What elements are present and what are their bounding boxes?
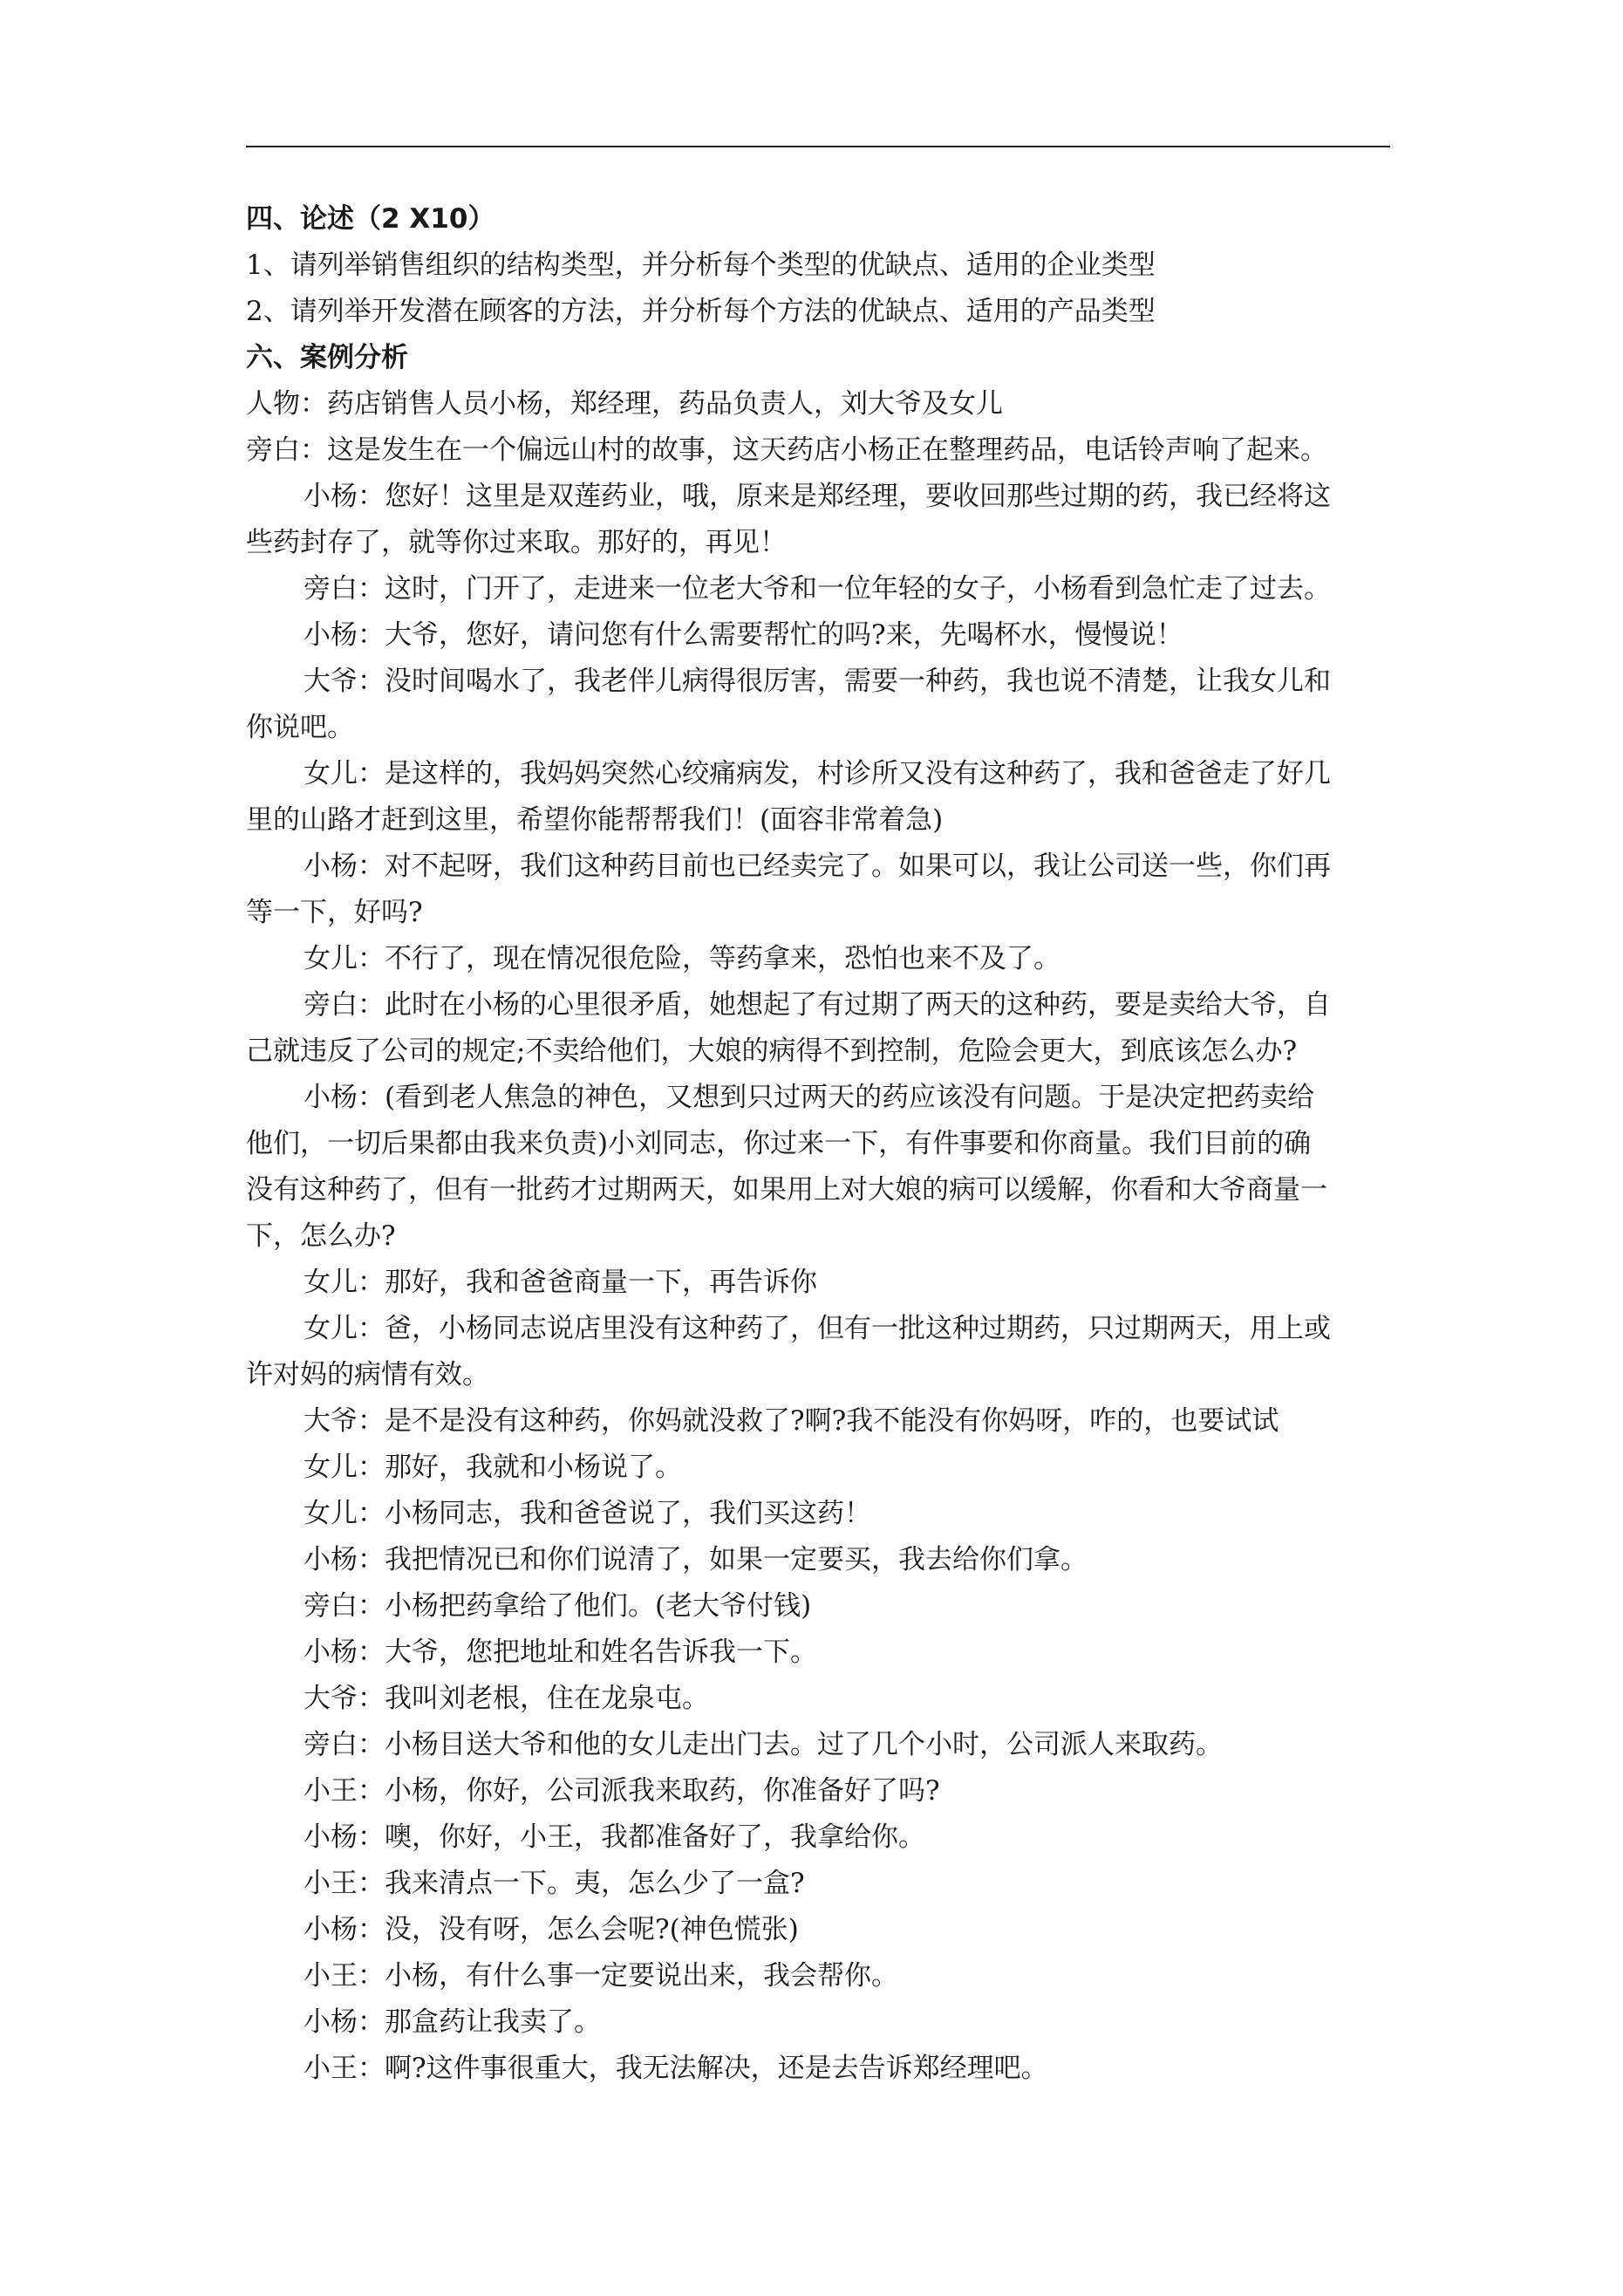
dialogue-line: 小杨：对不起呀，我们这种药目前也已经卖完了。如果可以，我让公司送一些，你们再 (303, 851, 1331, 882)
dialogue-line: 女儿：是这样的，我妈妈突然心绞痛病发，村诊所又没有这种药了，我和爸爸走了好几 (303, 758, 1331, 789)
dialogue-line: 大爷：我叫刘老根，住在龙泉屯。 (303, 1683, 709, 1714)
dialogue-line: 许对妈的病情有效。 (246, 1359, 489, 1391)
dialogue-line: 小杨：噢，你好，小王，我都准备好了，我拿给你。 (303, 1821, 925, 1853)
dialogue (246, 474, 1390, 2092)
dialogue-line: 旁白：小杨把药拿给了他们。(老大爷付钱) (303, 1590, 812, 1622)
dialogue-line: 小杨：我把情况已和你们说清了，如果一定要买，我去给你们拿。 (303, 1544, 1088, 1575)
dialogue-line: 没有这种药了，但有一批药才过期两天，如果用上对大娘的病可以缓解，你看和大爷商量一 (246, 1174, 1327, 1206)
dialogue-line: 你说吧。 (246, 712, 354, 743)
dialogue-line: 小杨：大爷，您好，请问您有什么需要帮忙的吗?来，先喝杯水，慢慢说！ (303, 619, 1183, 651)
dialogue-line: 小杨：(看到老人焦急的神色，又想到只过两天的药应该没有问题。于是决定把药卖给 (303, 1082, 1315, 1113)
section-4-title: 四、论述（2 X10） (246, 203, 495, 235)
dialogue-line: 等一下，好吗? (246, 897, 423, 928)
dialogue-line: 小王：我来清点一下。夷，怎么少了一盒? (303, 1868, 805, 1899)
dialogue-line: 小王：小杨，有什么事一定要说出来，我会帮你。 (303, 1960, 898, 1992)
dialogue-line: 下，怎么办? (246, 1220, 396, 1252)
dialogue-line: 大爷：没时间喝水了，我老伴儿病得很厉害，需要一种药，我也说不清楚，让我女儿和 (303, 666, 1331, 697)
dialogue-line: 己就违反了公司的规定;不卖给他们，大娘的病得不到控制，危险会更大，到底该怎么办? (246, 1035, 1298, 1067)
dialogue-line: 女儿：那好，我就和小杨说了。 (303, 1452, 682, 1483)
dialogue-line: 女儿：小杨同志，我和爸爸说了，我们买这药！ (303, 1498, 871, 1529)
dialogue-line: 他们，一切后果都由我来负责)小刘同志，你过来一下，有件事要和你商量。我们目前的确 (246, 1128, 1312, 1159)
dialogue-line: 些药封存了，就等你过来取。那好的，再见！ (246, 527, 787, 558)
dialogue-line: 里的山路才赶到这里，希望你能帮帮我们！(面容非常着急) (246, 804, 944, 836)
dialogue-line: 女儿：那好，我和爸爸商量一下，再告诉你 (303, 1267, 817, 1298)
dialogue-line: 小王：小杨，你好，公司派我来取药，你准备好了吗? (303, 1775, 940, 1807)
narration-intro: 旁白：这是发生在一个偏远山村的故事，这天药店小杨正在整理药品，电话铃声响了起来。 (246, 434, 1327, 466)
dialogue-line: 小杨：您好！这里是双莲药业，哦，原来是郑经理，要收回那些过期的药，我已经将这 (303, 481, 1331, 512)
dialogue-line: 旁白：此时在小杨的心里很矛盾，她想起了有过期了两天的这种药，要是卖给大爷，自 (303, 989, 1331, 1021)
dialogue-line: 小杨：没，没有呀，怎么会呢?(神色慌张) (303, 1914, 799, 1945)
dialogue-line: 小杨：那盒药让我卖了。 (303, 2006, 601, 2038)
dialogue-line: 旁白：这时，门开了，走进来一位老大爷和一位年轻的女子，小杨看到急忙走了过去。 (303, 573, 1331, 605)
question-2: 2、请列举开发潜在顾客的方法，并分析每个方法的优缺点、适用的产品类型 (246, 296, 1156, 327)
dialogue-line: 女儿：爸，小杨同志说店里没有这种药了，但有一批这种过期药，只过期两天，用上或 (303, 1313, 1331, 1344)
dialogue-line: 小王：啊?这件事很重大，我无法解决，还是去告诉郑经理吧。 (303, 2053, 1048, 2084)
section-6-title: 六、案例分析 (246, 342, 408, 373)
header-rule (246, 146, 1390, 147)
dialogue-line: 小杨：大爷，您把地址和姓名告诉我一下。 (303, 1637, 817, 1668)
characters-line: 人物：药店销售人员小杨，郑经理，药品负责人，刘大爷及女儿 (246, 388, 1003, 420)
document-body (246, 196, 1390, 2092)
dialogue-line: 大爷：是不是没有这种药，你妈就没救了?啊?我不能没有你妈呀，咋的，也要试试 (303, 1405, 1279, 1437)
question-1: 1、请列举销售组织的结构类型，并分析每个类型的优缺点、适用的企业类型 (246, 249, 1156, 281)
dialogue-line: 女儿：不行了，现在情况很危险，等药拿来，恐怕也来不及了。 (303, 943, 1060, 974)
dialogue-line: 旁白：小杨目送大爷和他的女儿走出门去。过了几个小时，公司派人来取药。 (303, 1729, 1223, 1760)
